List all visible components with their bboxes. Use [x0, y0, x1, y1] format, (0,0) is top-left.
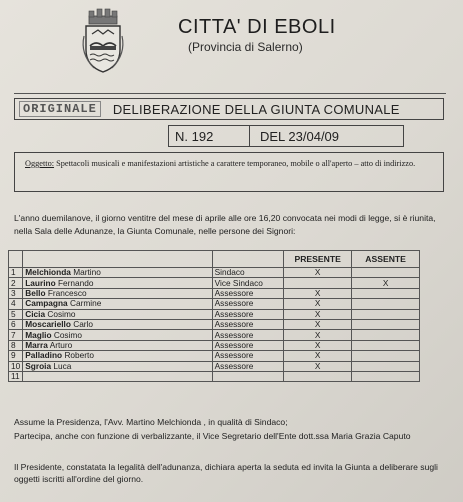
absent-mark	[352, 330, 420, 340]
deliberation-date: DEL 23/04/09	[260, 128, 340, 144]
member-surname: Bello	[25, 287, 46, 298]
absent-mark	[352, 309, 420, 319]
present-mark	[284, 371, 352, 381]
member-surname: Laurino	[25, 277, 56, 288]
member-surname: Cicia	[25, 308, 46, 319]
present-mark	[284, 278, 352, 288]
member-name	[23, 268, 212, 278]
present-mark: X	[284, 319, 352, 329]
member-first-name: Martino	[73, 267, 101, 278]
member-name	[23, 288, 212, 298]
member-first-name: Fernando	[57, 277, 94, 288]
subject-text: Spettacoli musicali e manifestazioni artistiche a carattere temporaneo, mobile o all'aperto – atto di indirizzo.	[56, 159, 416, 168]
table-row	[9, 299, 420, 309]
table-row	[9, 340, 420, 350]
deliberation-number-box	[168, 125, 404, 147]
row-number: 5	[9, 309, 23, 319]
row-number: 9	[9, 351, 23, 361]
member-name	[23, 299, 212, 309]
present-mark: X	[284, 340, 352, 350]
members-table	[8, 250, 420, 382]
member-surname: Moscariello	[25, 319, 71, 330]
presidency-paragraph: Assume la Presidenza, l'Avv. Martino Melchionda , in qualità di Sindaco;	[14, 417, 288, 427]
member-role: Assessore	[212, 309, 283, 319]
city-title: CITTA' DI EBOLI	[178, 16, 336, 38]
row-number: 3	[9, 288, 23, 298]
absent-mark: X	[352, 278, 420, 288]
member-role: Assessore	[212, 299, 283, 309]
absent-mark	[352, 371, 420, 381]
member-name	[23, 319, 212, 329]
present-column-header: PRESENTE	[284, 251, 352, 268]
table-row	[9, 268, 420, 278]
row-number: 2	[9, 278, 23, 288]
present-mark: X	[284, 288, 352, 298]
member-first-name: Cosimo	[53, 329, 82, 340]
present-mark: X	[284, 268, 352, 278]
present-mark: X	[284, 351, 352, 361]
member-surname: Marra	[25, 339, 48, 350]
row-number: 7	[9, 330, 23, 340]
member-role: Assessore	[212, 288, 283, 298]
member-name	[23, 309, 212, 319]
row-number: 10	[9, 361, 23, 371]
province-label: (Provincia di Salerno)	[188, 40, 303, 54]
member-surname: Sgroia	[25, 360, 52, 371]
member-name	[23, 330, 212, 340]
member-role: Vice Sindaco	[212, 278, 283, 288]
absent-mark	[352, 268, 420, 278]
deliberation-number: N. 192	[169, 126, 250, 146]
absent-mark	[352, 340, 420, 350]
originale-stamp: ORIGINALE	[19, 101, 101, 117]
member-first-name: Carmine	[69, 298, 102, 309]
banner-title: DELIBERAZIONE DELLA GIUNTA COMUNALE	[112, 101, 400, 117]
member-first-name: Arturo	[49, 339, 73, 350]
member-surname: Melchionda	[25, 267, 71, 278]
member-role: Assessore	[212, 330, 283, 340]
absent-mark	[352, 288, 420, 298]
member-name	[23, 340, 212, 350]
table-row	[9, 288, 420, 298]
member-name	[23, 278, 212, 288]
member-first-name: Cosimo	[47, 308, 76, 319]
member-role: Assessore	[212, 340, 283, 350]
row-number: 11	[9, 371, 23, 381]
member-surname: Campagna	[25, 298, 68, 309]
present-mark: X	[284, 330, 352, 340]
row-number: 1	[9, 268, 23, 278]
member-first-name: Francesco	[47, 287, 87, 298]
member-name	[23, 371, 212, 381]
table-row	[9, 351, 420, 361]
member-first-name: Luca	[53, 360, 72, 371]
member-role: Assessore	[212, 319, 283, 329]
row-number: 6	[9, 319, 23, 329]
member-surname: Maglio	[25, 329, 52, 340]
member-name	[23, 361, 212, 371]
row-number: 4	[9, 299, 23, 309]
table-row	[9, 361, 420, 371]
municipal-crest-icon	[78, 6, 128, 76]
table-header-row	[9, 251, 420, 268]
absent-mark	[352, 299, 420, 309]
absent-mark	[352, 319, 420, 329]
member-role	[212, 371, 283, 381]
absent-mark	[352, 361, 420, 371]
table-row	[9, 319, 420, 329]
table-row	[9, 371, 420, 381]
header-divider	[14, 93, 446, 94]
present-mark: X	[284, 299, 352, 309]
intro-paragraph: L'anno duemilanove, il giorno ventitre del mese di aprile alle ore 16,20 convocata nei modi di legge, si è riunita, nella Sala delle Adunanze, la Giunta Comunale, nelle persone dei Signori:	[14, 213, 436, 236]
member-role: Sindaco	[212, 268, 283, 278]
table-row	[9, 278, 420, 288]
subject-label: Oggetto:	[25, 159, 55, 168]
members-table-body	[9, 268, 420, 382]
member-name	[23, 351, 212, 361]
closing-paragraph: Il Presidente, constatata la legalità dell'adunanza, dichiara aperta la seduta ed invita la Giunta a deliberare sugli oggetti iscritti all'ordine del giorno.	[14, 462, 438, 484]
member-first-name: Carlo	[73, 319, 94, 330]
member-surname: Palladino	[25, 350, 63, 361]
member-role: Assessore	[212, 361, 283, 371]
present-mark: X	[284, 361, 352, 371]
member-role: Assessore	[212, 351, 283, 361]
subject-box	[14, 152, 444, 192]
deliberation-banner	[14, 98, 444, 120]
member-first-name: Roberto	[64, 350, 94, 361]
absent-mark	[352, 351, 420, 361]
absent-column-header: ASSENTE	[352, 251, 420, 268]
table-row	[9, 309, 420, 319]
table-row	[9, 330, 420, 340]
row-number: 8	[9, 340, 23, 350]
present-mark: X	[284, 309, 352, 319]
secretary-paragraph: Partecipa, anche con funzione di verbalizzante, il Vice Segretario dell'Ente dott.ssa Maria Grazia Caputo	[14, 431, 411, 441]
